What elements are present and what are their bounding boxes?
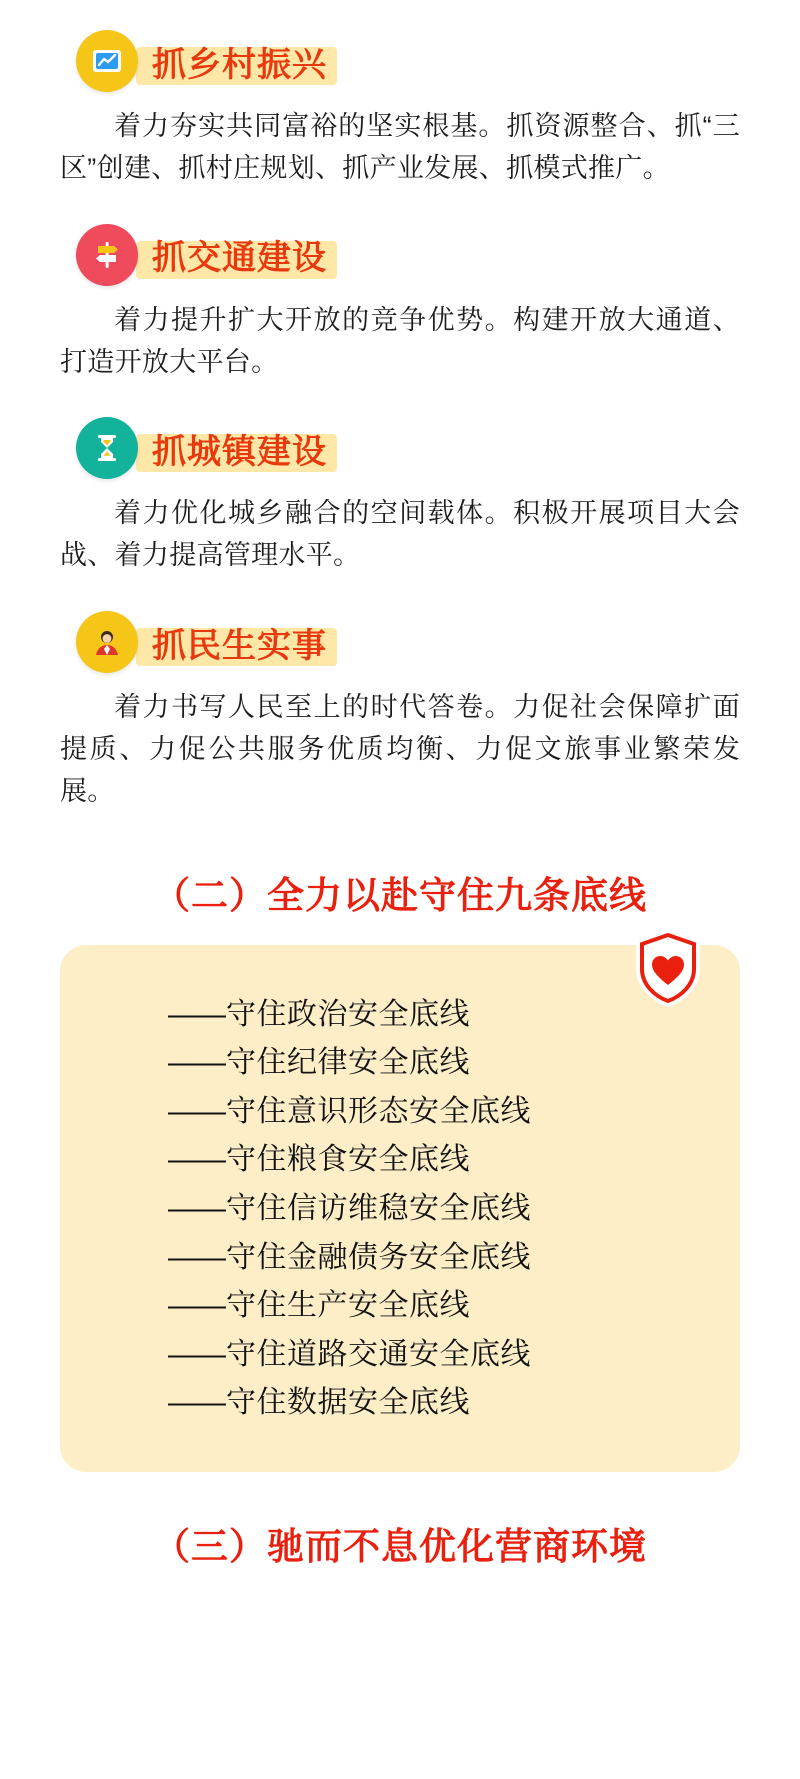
section-heading-two: （二）全力以赴守住九条底线	[153, 874, 647, 916]
section-block-transport	[60, 224, 740, 384]
block-title-wrap	[152, 426, 327, 470]
block-body-text: 着力提升扩大开放的竞争优势。构建开放大通道、打造开放大平台。	[60, 304, 740, 377]
dash-marker: ——	[168, 1240, 224, 1274]
block-header	[76, 30, 740, 92]
block-title-wrap	[152, 39, 327, 83]
list-item-label: 守住纪律安全底线	[226, 1046, 470, 1080]
list-item-label: 守住粮食安全底线	[226, 1143, 470, 1177]
block-header	[76, 417, 740, 479]
list-item	[168, 1234, 700, 1283]
block-body-text: 着力优化城乡融合的空间载体。积极开展项目大会战、着力提高管理水平。	[60, 498, 740, 571]
dash-marker: ——	[168, 1289, 224, 1323]
list-item	[168, 1185, 700, 1234]
dash-marker: ——	[168, 1337, 224, 1371]
section-heading-three: （三）驰而不息优化营商环境	[153, 1525, 647, 1567]
bottom-lines-card	[60, 945, 740, 1472]
dash-marker: ——	[168, 1191, 224, 1225]
block-title-wrap	[152, 620, 327, 664]
dash-marker: ——	[168, 1046, 224, 1080]
hourglass-icon	[76, 417, 138, 479]
list-item	[168, 1039, 700, 1088]
list-item-label: 守住道路交通安全底线	[226, 1337, 531, 1371]
block-title: 抓城镇建设	[152, 432, 327, 471]
dash-marker: ——	[168, 997, 224, 1031]
block-header	[76, 611, 740, 673]
list-item-label: 守住生产安全底线	[226, 1289, 470, 1323]
block-body-text: 着力夯实共同富裕的坚实根基。抓资源整合、抓“三区”创建、抓村庄规划、抓产业发展、抓模式推广。	[60, 111, 740, 183]
list-item-label: 守住意识形态安全底线	[226, 1094, 531, 1128]
list-item	[168, 1136, 700, 1185]
signpost-icon	[76, 224, 138, 286]
dash-marker: ——	[168, 1094, 224, 1128]
block-header	[76, 224, 740, 286]
person-speaking-icon	[76, 611, 138, 673]
block-title: 抓交通建设	[152, 239, 327, 278]
block-title: 抓民生实事	[152, 626, 327, 665]
list-item-label: 守住信访维稳安全底线	[226, 1191, 531, 1225]
list-item	[168, 991, 700, 1040]
dash-marker: ——	[168, 1386, 224, 1420]
list-item-label: 守住政治安全底线	[226, 997, 470, 1031]
dash-marker: ——	[168, 1143, 224, 1177]
list-item	[168, 1379, 700, 1428]
block-title: 抓乡村振兴	[152, 45, 327, 84]
shield-heart-icon	[630, 925, 706, 1016]
section-block-rural	[60, 30, 740, 190]
chart-line-icon	[76, 30, 138, 92]
list-item	[168, 1331, 700, 1380]
block-body-text: 着力书写人民至上的时代答卷。力促社会保障扩面提质、力促公共服务优质均衡、力促文旅事业繁荣发展。	[60, 692, 740, 806]
list-item	[168, 1282, 700, 1331]
list-item-label: 守住数据安全底线	[226, 1386, 470, 1420]
bottom-lines-list	[100, 991, 700, 1428]
section-block-urban	[60, 417, 740, 577]
list-item	[168, 1088, 700, 1137]
list-item-label: 守住金融债务安全底线	[226, 1240, 531, 1274]
section-block-livelihood	[60, 611, 740, 813]
block-title-wrap	[152, 233, 327, 277]
